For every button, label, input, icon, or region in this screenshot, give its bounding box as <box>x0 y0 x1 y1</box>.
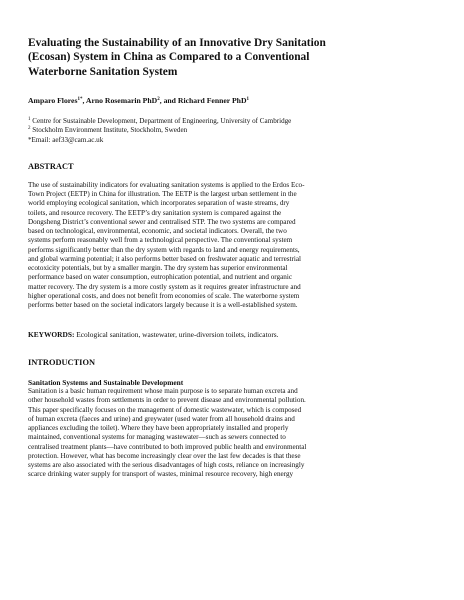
intro-line: maintained, conventional systems for managing wastewater—such as sewers connected to <box>28 433 286 442</box>
intro-line: protection. However, what has become increasingly clear over the last few decades is that these <box>28 451 301 460</box>
author-name: Amparo Flores <box>28 96 78 106</box>
affiliations <box>28 117 424 145</box>
intro-line: appliances excluding the toilet). Where they have been appropriately installed and properly <box>28 424 289 433</box>
intro-line: Sanitation is a basic human requirement whose main purpose is to separate human excreta and <box>28 387 298 396</box>
keywords-text: Ecological sanitation, wastewater, urine-diversion toilets, indicators. <box>74 330 279 340</box>
intro-line: other household wastes from settlements in order to prevent disease and environmental pollution. <box>28 396 306 405</box>
abstract-heading: ABSTRACT <box>28 161 74 171</box>
intro-line: centralised treatment plants—have contributed to both improved public health and environmental <box>28 442 307 451</box>
introduction-text <box>28 387 424 480</box>
contact-email <box>28 136 424 145</box>
affiliation-line <box>28 117 424 126</box>
keywords-label: KEYWORDS: <box>28 330 75 340</box>
affil-text: Centre for Sustainable Development, Department of Engineering, University of Cambridge <box>30 117 292 126</box>
abstract-line: ecotoxicity potentials, but by a smaller margin. The dry system has superior environmental <box>28 264 288 273</box>
author-name: Arno Rosemarin PhD <box>85 96 158 106</box>
abstract-line: systems perform reasonably well from a technological perspective. The conventional system <box>28 236 293 245</box>
author-list <box>28 96 424 106</box>
abstract-line: Dongsheng District’s conventional sewer and centralised STP. The two systems are compared <box>28 217 296 226</box>
abstract-line: toilets, and resource recovery. The EETP’s dry sanitation system is compared against the <box>28 208 282 217</box>
abstract-line: world employing ecological sanitation, which incorporates separation of waste streams, dry <box>28 199 290 208</box>
section-subheading: Sanitation Systems and Sustainable Development <box>28 377 184 387</box>
title-line: (Ecosan) System in China as Compared to a Conventional <box>28 51 310 64</box>
abstract-line: and global warming potential; it also performs better based on freshwater aquatic and terrestrial <box>28 254 302 263</box>
abstract-line: based on technological, environmental, economic, and societal indicators. Overall, the two <box>28 227 287 236</box>
abstract-line: performance based on water consumption, eutrophication potential, and nutrient and organic <box>28 273 292 282</box>
author-name: Richard Fenner PhD <box>177 96 247 106</box>
title-line: Evaluating the Sustainability of an Innovative Dry Sanitation <box>28 37 326 49</box>
introduction-heading: INTRODUCTION <box>28 357 96 367</box>
abstract-text <box>28 181 424 311</box>
affil-mark: 1 <box>28 117 31 123</box>
intro-line: This paper specifically focuses on the management of domestic wastewater, which is composed <box>28 405 302 414</box>
paper-title <box>28 36 378 79</box>
abstract-line: higher operational costs, and does not benefit from economies of scale. The waterborne system <box>28 291 300 300</box>
affil-mark: 2 <box>28 126 31 132</box>
author-affil-mark: 1 <box>246 97 250 103</box>
intro-line: systems are also associated with the serious disadvantages of high costs, reliance on increasingly <box>28 461 305 470</box>
author-affil-mark: 1* <box>77 97 83 103</box>
title-line: Waterborne Sanitation System <box>28 65 178 78</box>
keywords <box>28 330 424 339</box>
intro-line: scarce drinking water supply for transport of wastes, minimal resource recovery, high energy <box>28 470 294 479</box>
author-separator: , and <box>159 96 178 106</box>
abstract-line: performs better based on the societal indicators largely because it is a well-established system. <box>28 301 298 310</box>
abstract-line: performs significantly better than the dry system with regards to land and energy requirements, <box>28 245 300 254</box>
abstract-line: The use of sustainability indicators for evaluating sanitation systems is applied to the Erdos Eco- <box>28 180 305 189</box>
author-separator: , <box>82 96 86 106</box>
affiliation-line <box>28 126 424 135</box>
abstract-line: matter recovery. The dry system is a more costly system as it requires greater infrastructure and <box>28 282 301 291</box>
affil-text: Stockholm Environment Institute, Stockholm, Sweden <box>30 126 188 135</box>
author-affil-mark: 2 <box>157 97 160 103</box>
email-text: *Email: aef33@cam.ac.uk <box>28 135 104 144</box>
abstract-line: Town Project (EETP) in China for illustration. The EETP is the largest urban settlement in the <box>28 190 297 199</box>
intro-line: of human excreta (faeces and urine) and greywater (used water from all household drains and <box>28 414 295 423</box>
